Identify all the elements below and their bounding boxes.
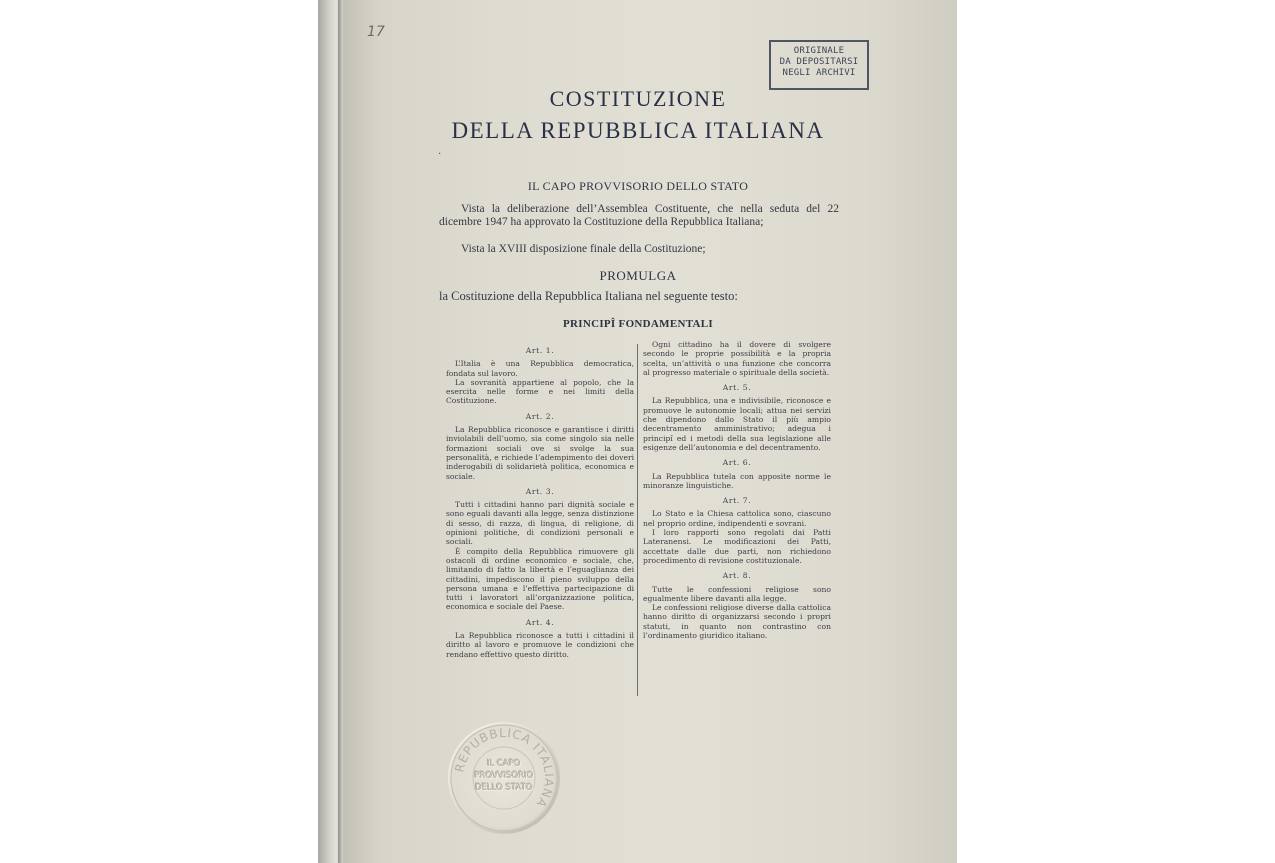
article-paragraph: Le confessioni religiose diverse dalla cattolica hanno diritto di organizzarsi secondo i propri statuti, in quanto non contrastino con l’ordinamento giuridico italiano. bbox=[643, 603, 831, 641]
seal-outer-path: REPUBBLICA ITALIANA bbox=[452, 725, 557, 811]
embossed-seal bbox=[448, 722, 560, 834]
title-line-1: COSTITUZIONE bbox=[549, 86, 727, 111]
left-column bbox=[446, 340, 634, 659]
constitution-page bbox=[343, 0, 957, 863]
capo-heading: IL CAPO PROVVISORIO DELLO STATO bbox=[527, 179, 749, 193]
article-paragraph: L’Italia è una Repubblica democratica, fondata sul lavoro. bbox=[446, 359, 634, 378]
stamp-line-1: ORIGINALE bbox=[793, 46, 845, 56]
article-title: Art. 6. bbox=[722, 458, 752, 468]
seal-inner-line-1: IL CAPO bbox=[487, 759, 521, 769]
article-paragraph: La Repubblica tutela con apposite norme le minoranze linguistiche. bbox=[643, 471, 831, 490]
article-title: Art. 5. bbox=[722, 383, 752, 393]
article-title: Art. 4. bbox=[525, 617, 555, 627]
article-title: Art. 7. bbox=[722, 496, 752, 506]
seal-inner-line-2: PROVVISORIO bbox=[474, 771, 534, 781]
article-paragraph: La Repubblica riconosce a tutti i cittadini il diritto al lavoro e promuove le condizioni che rendano effettivo questo diritto. bbox=[446, 631, 634, 659]
article-paragraph: Lo Stato e la Chiesa cattolica sono, ciascuno nel proprio ordine, indipendenti e sovrani. bbox=[643, 509, 831, 528]
column-divider bbox=[637, 344, 638, 696]
preamble-paragraph-1: Vista la deliberazione dell’Assemblea Costituente, che nella seduta del 22 dicembre 1947 ha approvato la Costituzione della Repubblica Italiana; bbox=[439, 203, 839, 228]
seal-inner-line-3: DELLO STATO bbox=[475, 783, 533, 793]
stamp-line-2: DA DEPOSITARSI bbox=[779, 57, 859, 67]
archive-stamp bbox=[769, 40, 869, 90]
stamp-line-3: NEGLI ARCHIVI bbox=[782, 68, 856, 78]
title-line-2: DELLA REPUBBLICA ITALIANA bbox=[451, 118, 825, 143]
article-paragraph: La Repubblica riconosce e garantisce i diritti inviolabili dell’uomo, sia come singolo sia nelle formazioni sociali ove si svolge la sua personalità, e richiede l’adempimento dei doveri inderogabili di solidarietà politica, economica e sociale. bbox=[446, 425, 634, 481]
article-paragraph: La sovranità appartiene al popolo, che la esercita nelle forme e nei limiti della Costituzione. bbox=[446, 377, 634, 406]
article-paragraph: I loro rapporti sono regolati dai Patti Lateranensi. Le modificazioni dei Patti, accettate dalle due parti, non richiedono procedimento di revisione costituzionale. bbox=[643, 528, 831, 565]
article-title: Art. 1. bbox=[525, 346, 555, 355]
preamble-paragraph-2: Vista la XVIII disposizione finale della Costituzione; bbox=[461, 243, 706, 255]
article-paragraph: La Repubblica, una e indivisibile, riconosce e promuove le autonomie locali; attua nei servizi che dipendono dallo Stato il più ampio decentramento amministrativo; adegua i principî ed i metodi della sua legislazione alle esigenze dell’autonomia e del decentramento. bbox=[643, 396, 831, 452]
intro-line: la Costituzione della Repubblica Italiana nel seguente testo: bbox=[439, 289, 738, 303]
article-paragraph: È compito della Repubblica rimuovere gli ostacoli di ordine economico e sociale, che, limitando di fatto la libertà e l’eguaglianza dei cittadini, impediscono il pieno sviluppo della persona umana e l’effettiva partecipazione di tutti i lavoratori all’organizzazione politica, economica e sociale del Paese. bbox=[446, 546, 634, 612]
article-paragraph: Tutti i cittadini hanno pari dignità sociale e sono eguali davanti alla legge, senza distinzione di sesso, di razza, di lingua, di religione, di opinioni politiche, di condizioni personali e sociali. bbox=[446, 500, 634, 547]
article-paragraph: Tutte le confessioni religiose sono egualmente libere davanti alla legge. bbox=[643, 584, 831, 603]
title-ornament: · bbox=[438, 149, 442, 160]
seal-inner-text bbox=[470, 758, 538, 794]
section-title: PRINCIPÎ FONDAMENTALI bbox=[562, 318, 713, 330]
article-4-continuation: Ogni cittadino ha il dovere di svolgere secondo le proprie possibilità e la propria scelta, un’attività o una funzione che concorra al progresso materiale o spirituale della società. bbox=[643, 340, 831, 377]
right-column bbox=[643, 340, 831, 640]
promulga-heading: PROMULGA bbox=[599, 268, 677, 283]
handwritten-note: 17 bbox=[367, 24, 385, 40]
article-title: Art. 2. bbox=[525, 411, 555, 421]
article-title: Art. 8. bbox=[722, 571, 752, 581]
article-title: Art. 3. bbox=[525, 486, 555, 496]
